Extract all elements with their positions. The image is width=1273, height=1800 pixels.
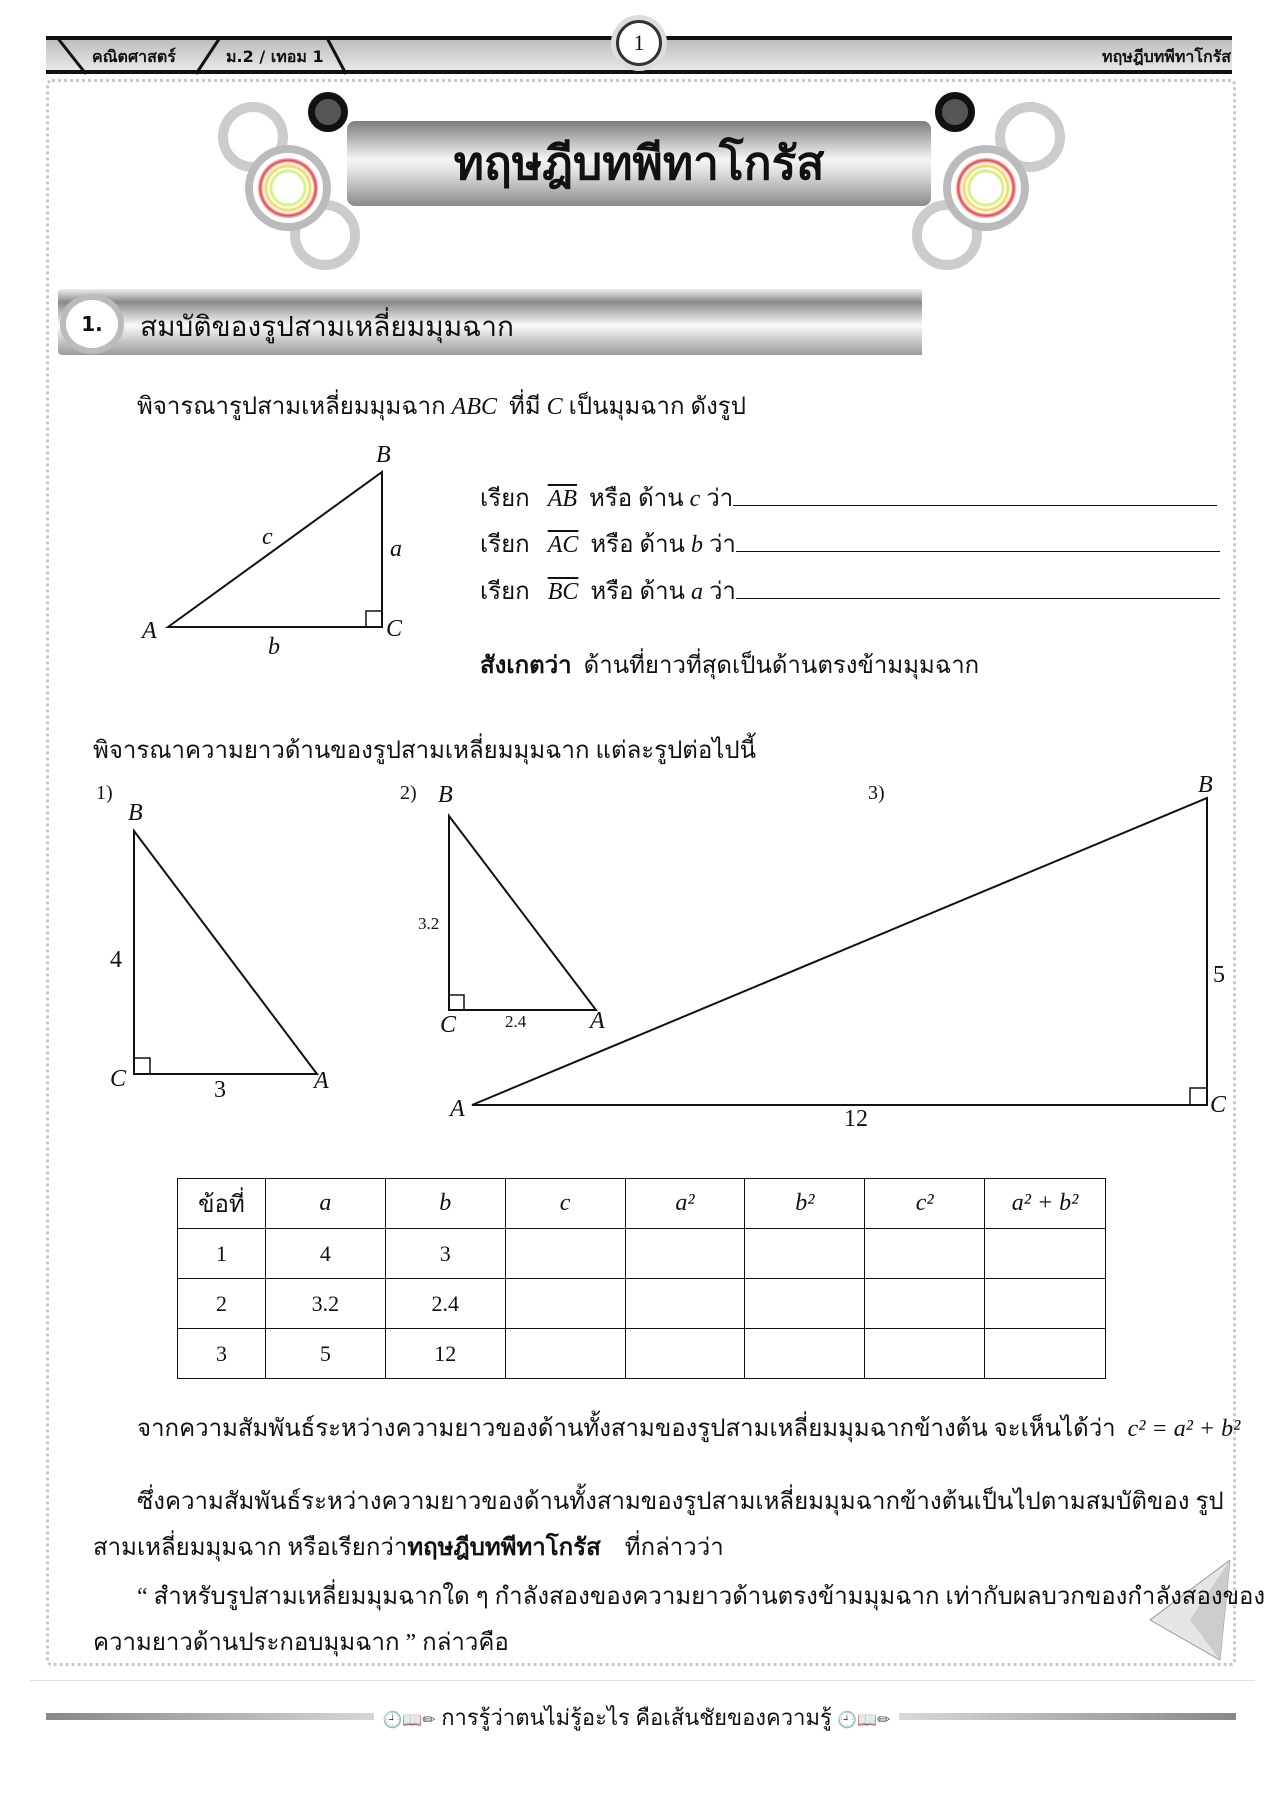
naming-or-side: หรือ ด้าน [590,532,685,558]
triangle-3 [472,798,1207,1105]
triangle-1-vertex-c: C [110,1066,127,1092]
triangle-1-leg-horizontal: 3 [214,1077,226,1103]
triangle-1-vertex-b: B [128,800,143,826]
theorem-name: ทฤษฎีบทพีทาโกรัส [407,1535,601,1561]
triangle-1-leg-vertical: 4 [110,947,122,973]
table-row [178,1329,1106,1379]
answer-cell[interactable] [505,1229,625,1279]
paragraph-line: “ สำหรับรูปสามเหลี่ยมมุมฉากใด ๆ กำลังสองของความยาวด้านตรงข้ามมุมฉาก เท่ากับผลบวกของกำลังสองของ [137,1584,1266,1610]
cell: 3 [178,1329,266,1379]
side-label-b: b [268,634,280,660]
cell: 3.2 [265,1279,385,1329]
cell: 1 [178,1229,266,1279]
triangle-2-leg-horizontal: 2.4 [505,1012,527,1031]
table-header-row [178,1179,1106,1229]
answer-blank[interactable] [736,531,1220,552]
paragraph-line: ซึ่งความสัมพันธ์ระหว่างความยาวของด้านทั้งสามของรูปสามเหลี่ยมมุมฉากข้างต้นเป็นไปตามสมบัติของ รูป [137,1489,1224,1515]
paragraph-line: ความยาวด้านประกอบมุมฉาก ” กล่าวคือ [93,1630,509,1656]
triangle-2-vertex-c: C [440,1012,457,1038]
footer [0,1700,1273,1735]
section-title: สมบัติของรูปสามเหลี่ยมมุมฉาก [140,310,514,343]
naming-call: เรียก [480,579,530,605]
answer-blank[interactable] [733,485,1217,506]
answer-cell[interactable] [985,1329,1106,1379]
cell: 12 [385,1329,505,1379]
vertex-label-b: B [376,442,391,468]
cell: 2.4 [385,1279,505,1329]
side-label-a: a [390,536,402,562]
naming-call: เรียก [480,532,530,558]
naming-or-side: หรือ ด้าน [589,486,684,512]
col-header: c [505,1179,625,1229]
answer-cell[interactable] [745,1229,865,1279]
naming-row [480,571,1220,610]
answer-cell[interactable] [865,1229,985,1279]
triangle-2-vertex-b: B [438,782,453,808]
col-header: b² [745,1179,865,1229]
answer-cell[interactable] [625,1279,745,1329]
main-triangle [168,472,382,627]
intro-post: เป็นมุมฉาก ดังรูป [568,394,746,420]
triangle-3-vertex-b: B [1198,772,1213,798]
observe-text: ด้านที่ยาวที่สุดเป็นด้านตรงข้ามมุมฉาก [583,653,980,679]
vertex-label-c: C [386,616,403,642]
table-row [178,1279,1106,1329]
naming-row [480,478,1217,517]
triangle-3-number: 3) [868,782,885,804]
naming-segment: $\overline{BC}$ [547,579,579,605]
footer-motto: การรู้ว่าตนไม่รู้อะไร คือเส้นชัยของความรู้ [441,1705,832,1730]
col-header: a² [625,1179,745,1229]
intro-c: C [546,394,563,420]
clock-book-pencil-icon: 🕘📖✏ [382,1712,436,1729]
intro-text [137,386,746,425]
footer-divider [30,1680,1255,1681]
answer-cell[interactable] [865,1279,985,1329]
col-header: a² + b² [985,1179,1106,1229]
naming-segment: $\overline{AC}$ [547,532,579,558]
pythagoras-formula: c² = a² + b² [1127,1416,1241,1442]
triangle-1-number: 1) [96,782,113,804]
answer-cell[interactable] [625,1329,745,1379]
side-label-c: c [262,524,273,550]
answer-cell[interactable] [505,1329,625,1379]
triangle-2 [449,816,596,1010]
triangle-2-number: 2) [400,782,417,804]
triangle-3-vertex-a: A [450,1096,465,1122]
header-subject: คณิตศาสตร์ [92,47,176,66]
naming-call: เรียก [480,486,530,512]
naming-or-side: หรือ ด้าน [590,579,685,605]
col-header: ข้อที่ [178,1179,266,1229]
naming-row [480,524,1220,563]
side-lengths-table [177,1178,1106,1379]
naming-that: ว่า [708,532,736,558]
answer-cell[interactable] [985,1229,1106,1279]
table-row [178,1229,1106,1279]
page-number: 1 [616,20,662,66]
triangle-3-leg-horizontal: 12 [844,1106,868,1132]
section-number: 1. [60,294,124,354]
naming-that: ว่า [706,486,734,512]
triangle-2-leg-vertical: 3.2 [418,914,440,933]
cell: 4 [265,1229,385,1279]
col-header: b [385,1179,505,1229]
naming-that: ว่า [708,579,736,605]
answer-cell[interactable] [505,1279,625,1329]
answer-cell[interactable] [985,1279,1106,1329]
cell: 5 [265,1329,385,1379]
vertex-label-a: A [142,618,157,644]
cell: 3 [385,1229,505,1279]
answer-cell[interactable] [625,1229,745,1279]
paragraph-line [93,1527,724,1566]
triangle-3-vertex-c: C [1210,1092,1227,1118]
footer-content [374,1705,898,1730]
intro-mid: ที่มี [509,394,541,420]
paragraph-relation [137,1408,1240,1447]
relation-text: จากความสัมพันธ์ระหว่างความยาวของด้านทั้งสามของรูปสามเหลี่ยมมุมฉากข้างต้น จะเห็นได้ว่า [137,1416,1116,1442]
naming-segment: $\overline{AB}$ [547,486,578,512]
naming-side: a [690,579,703,605]
observe-note [480,645,979,684]
header-grade-term: ม.2 / เทอม 1 [226,47,324,66]
cell: 2 [178,1279,266,1329]
triangle-1-vertex-a: A [314,1068,329,1094]
consider-text: พิจารณาความยาวด้านของรูปสามเหลี่ยมมุมฉาก แต่ละรูปต่อไปนี้ [93,738,757,764]
intro-abc: ABC [451,394,497,420]
answer-cell[interactable] [865,1329,985,1379]
col-header: a [265,1179,385,1229]
observe-label: สังเกตว่า [480,653,572,679]
col-header: c² [865,1179,985,1229]
triangle-1 [134,831,317,1074]
triangle-2-vertex-a: A [590,1008,605,1034]
intro-pre: พิจารณารูปสามเหลี่ยมมุมฉาก [137,394,446,420]
answer-cell[interactable] [745,1329,865,1379]
clock-book-pencil-icon: 🕘📖✏ [837,1712,891,1729]
naming-side: b [690,532,703,558]
triangle-3-leg-vertical: 5 [1213,962,1225,988]
answer-cell[interactable] [745,1279,865,1329]
answer-blank[interactable] [736,578,1220,599]
page-title: ทฤษฎีบทพีทาโกรัส [347,121,931,206]
naming-side: c [689,486,701,512]
header-chapter: ทฤษฎีบทพีทาโกรัส [1102,47,1231,66]
line2-post: ที่กล่าวว่า [624,1535,724,1561]
line2-pre: สามเหลี่ยมมุมฉาก หรือเรียกว่า [93,1535,408,1561]
